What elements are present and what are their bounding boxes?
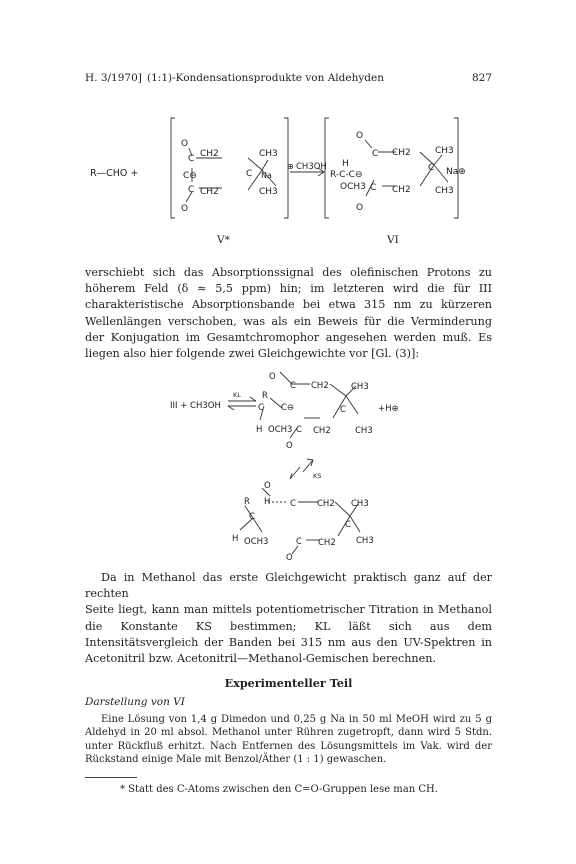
scheme1-V-Cminus: C⊖ <box>183 171 197 181</box>
footnote-rule <box>85 777 137 778</box>
page-number: 827 <box>471 72 492 84</box>
scheme2-top-CH2: CH2 <box>311 381 329 391</box>
scheme2-top-CH3: CH3 <box>351 382 369 392</box>
subsection-title: Darstellung von VI <box>85 696 185 708</box>
scheme1-V-CH2-low: CH2 <box>200 187 219 197</box>
scheme1-V-CH3: CH3 <box>259 149 278 159</box>
running-title: (1:1)-Kondensationsprodukte von Aldehyden <box>147 72 384 84</box>
scheme1-plus: ⊕ <box>287 162 294 171</box>
paragraph-absorption-text: verschiebt sich das Absorptionssignal des olefinischen Protons zu höherem Feld (δ ≈ 5,5 ppm) hin; im letzteren wird die für III charakteristische Absorptionsbande bei etwa 315 nm zu kürzeren Wellenlängen verschoben, was als ein Beweis für die Verminderung der Konjugation im Gesamtchromophor angesehen werden muß. Es liegen also hier folgende zwei Gleichgewichte vor [Gl. (3)]: <box>85 266 492 361</box>
scheme1-V-O-low: O <box>181 204 189 214</box>
scheme1-V-O-top: O <box>181 139 189 149</box>
scheme2-left: III + CH3OH <box>170 401 221 411</box>
scheme1-V-CH3-low: CH3 <box>259 187 278 197</box>
scheme2-Hplus: +H⊕ <box>378 404 399 414</box>
scheme1-VI-H: H <box>342 159 349 169</box>
scheme1-reagent: CH3OH <box>296 162 327 172</box>
scheme2-top-C-left: C <box>258 403 264 413</box>
compound-label-V: V* <box>217 234 230 246</box>
experimental-text <box>85 713 492 766</box>
scheme2-bot-C: C <box>290 499 296 509</box>
scheme2-bot-CH2-low: CH2 <box>318 538 336 548</box>
scheme1-VI-C-center: C <box>428 163 435 173</box>
scheme2-bot-O: O <box>264 481 271 491</box>
scheme2-bot-CH3: CH3 <box>351 499 369 509</box>
scheme2-bot-C-center: C <box>345 520 351 530</box>
scheme2-top-O: O <box>269 372 276 382</box>
paragraph-equilibrium-rest: Seite liegt, kann man mittels potentiometrischer Titration in Methanol die Konstante KS bestimmen; KL läßt sich aus dem Intensitätsvergleich der Banden bei 315 nm aus den UV-Spektren in Acetonitril bzw. Acetonitril—Methanol-Gemischen berechnen. <box>85 603 492 666</box>
scheme1-V-C-center: C <box>246 169 253 179</box>
scheme2-top-O-low: O <box>286 441 293 451</box>
scheme2-bot-R: R <box>244 497 250 507</box>
scheme2-bot-CH2: CH2 <box>317 499 335 509</box>
scheme2-bot-CH3-low: CH3 <box>356 536 374 546</box>
scheme1-VI-C-low: C <box>370 183 377 193</box>
scheme2-bot-H: H <box>264 497 271 507</box>
scheme1-V-C: C <box>188 154 195 164</box>
scheme1-VI-CH3-low: CH3 <box>435 186 454 196</box>
scheme1-VI-Na: Na⊕ <box>446 167 466 177</box>
footnote: * Statt des C-Atoms zwischen den C=O-Gruppen lese man CH. <box>120 784 438 795</box>
scheme2-top-Cminus: C⊖ <box>281 403 295 413</box>
scheme2-KS: KS <box>313 472 322 480</box>
scheme2-KL: KL <box>233 391 241 399</box>
scheme2-top-OCH3: OCH3 <box>268 425 293 435</box>
scheme1-VI-O-low: O <box>356 203 364 213</box>
scheme1-reactant: R—CHO + <box>90 168 139 179</box>
scheme2-bot-C-low: C <box>296 537 302 547</box>
section-title: Experimenteller Teil <box>224 676 353 690</box>
scheme2-bot-H-low: H <box>232 534 239 544</box>
scheme2-top-H: H <box>256 425 263 435</box>
scheme2-top-R: R <box>262 391 268 401</box>
scheme1-VI-CH3: CH3 <box>435 146 454 156</box>
scheme2-top-C-center: C <box>340 405 346 415</box>
scheme2-top-C-low: C <box>296 425 302 435</box>
paragraph-equilibrium <box>85 570 492 667</box>
scheme1-V-Na: Na <box>261 171 272 180</box>
scheme1-VI-RCC: R-C-C⊖ <box>330 170 363 180</box>
scheme2-top-CH3-low: CH3 <box>355 426 373 436</box>
scheme1-VI-O-top: O <box>356 131 364 141</box>
journal-issue: H. 3/1970] <box>85 72 142 84</box>
experimental-paragraph: Eine Lösung von 1,4 g Dimedon und 0,25 g Na in 50 ml MeOH wird zu 5 g Aldehyd in 20 ml absol. Methanol unter Rühren zugetropft, dann wird 5 Stdn. unter Rückfluß erhitzt. Nach Entfernen des Lösungsmittels im Vak. wird der Rückstand einige Male mit Benzol/Äther (1 : 1) gewaschen. <box>85 714 492 765</box>
scheme2-bot-C-left: C <box>249 512 255 522</box>
scheme2-top-C: C <box>290 381 296 391</box>
paragraph-equilibrium-line1: Da in Methanol das erste Gleichgewicht praktisch ganz auf der rechten <box>85 571 492 601</box>
scheme1-V-C-low: C <box>188 185 195 195</box>
scheme1-V-CH2: CH2 <box>200 149 219 159</box>
scheme2-top-CH2-low: CH2 <box>313 426 331 436</box>
compound-label-VI: VI <box>387 234 399 246</box>
scheme1-VI-CH2: CH2 <box>392 148 411 158</box>
scheme2-bot-OCH3: OCH3 <box>244 537 269 547</box>
scheme1-VI-C: C <box>372 149 379 159</box>
scheme1-VI-OCH3: OCH3 <box>340 182 366 192</box>
scheme1-VI-CH2-low: CH2 <box>392 185 411 195</box>
scheme2-bot-O-low: O <box>286 553 293 563</box>
